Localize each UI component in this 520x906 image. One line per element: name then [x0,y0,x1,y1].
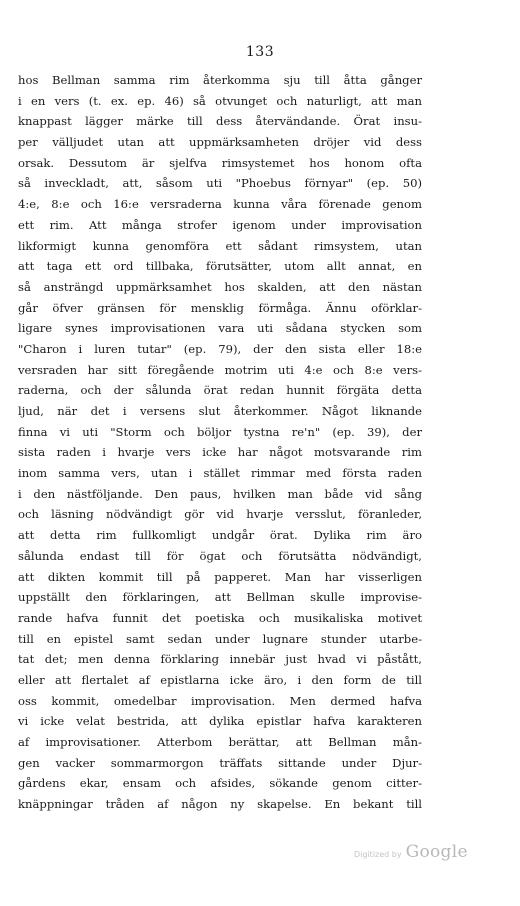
text-line: sista raden i hvarje vers icke har något motsvarande rim [18,445,422,460]
text-line: så ansträngd uppmärksamhet hos skalden, att den nästan [18,279,422,294]
text-line: inom samma vers, utan i stället rimmar med första raden [18,466,422,481]
watermark-prefix: Digitized by [354,850,402,859]
text-line: att taga ett ord tillbaka, förutsätter, utom allt annat, en [18,259,422,274]
body-text [18,70,422,815]
text-line: oss kommit, omedelbar improvisation. Men dermed hafva [18,693,422,708]
text-line: "Charon i luren tutar" (ep. 79), der den sista eller 18:e [18,341,422,356]
text-line: knappast lägger märke till dess återvändande. Örat insu- [18,114,422,129]
text-line: likformigt kunna genomföra ett sådant rimsystem, utan [18,238,422,253]
text-line: af improvisationer. Atterbom berättar, att Bellman mån- [18,735,422,749]
digitized-by-google-watermark [354,842,468,862]
text-line: versraden har sitt föregående motrim uti 4:e och 8:e vers- [18,362,422,377]
text-line: vi icke velat bestrida, att dylika epistlar hafva karakteren [18,714,422,729]
text-line: i den nästföljande. Den paus, hvilken man både vid sång [18,486,422,501]
text-line: raderna, och der sålunda örat redan hunnit förgäta detta [18,383,422,398]
text-line: går öfver gränsen för mensklig förmåga. Ännu oförklar- [18,300,422,315]
text-line: gårdens ekar, ensam och afsides, sökande genom citter- [18,776,422,791]
text-line: tat det; men denna förklaring innebär just hvad vi påstått, [18,652,422,667]
text-line: 4:e, 8:e och 16:e versraderna kunna våra förenade genom [18,197,422,212]
text-line: och läsning nödvändigt gör vid hvarje versslut, föranleder, [18,507,422,522]
text-line: hos Bellman samma rim återkomma sju till åtta gånger [18,73,422,87]
text-line: knäppningar tråden af någon ny skapelse. En bekant till [18,797,422,812]
text-line: ett rim. Att många strofer igenom under improvisation [18,217,422,232]
text-line: uppställt den förklaringen, att Bellman skulle improvise- [18,590,422,605]
text-line: att detta rim fullkomligt undgår örat. Dylika rim äro [18,528,422,543]
text-line: ljud, när det i versens slut återkommer. Något liknande [18,404,422,418]
google-logo: Google [405,842,468,862]
text-line: i en vers (t. ex. ep. 46) så otvunget och naturligt, att man [18,93,422,108]
text-line: per välljudet utan att uppmärksamheten dröjer vid dess [18,135,422,150]
text-line: orsak. Dessutom är sjelfva rimsystemet hos honom ofta [18,155,422,170]
text-line: sålunda endast till för ögat och förutsätta nödvändigt, [18,548,422,563]
text-line: att dikten kommit till på papperet. Man har visserligen [18,569,422,584]
text-line: eller att flertalet af epistlarna icke äro, i den form de till [18,672,422,687]
text-line: så inveckladt, att, såsom uti "Phoebus förnyar" (ep. 50) [18,176,422,191]
page-number: 133 [245,44,275,60]
text-line: till en epistel samt sedan under lugnare stunder utarbe- [18,631,422,646]
text-line: finna vi uti "Storm och böljor tystna re'n" (ep. 39), der [18,424,422,439]
text-line: ligare synes improvisationen vara uti sådana stycken som [18,321,422,336]
text-line: gen vacker sommarmorgon träffats sittande under Djur- [18,755,422,770]
text-line: rande hafva funnit det poetiska och musikaliska motivet [18,610,422,625]
